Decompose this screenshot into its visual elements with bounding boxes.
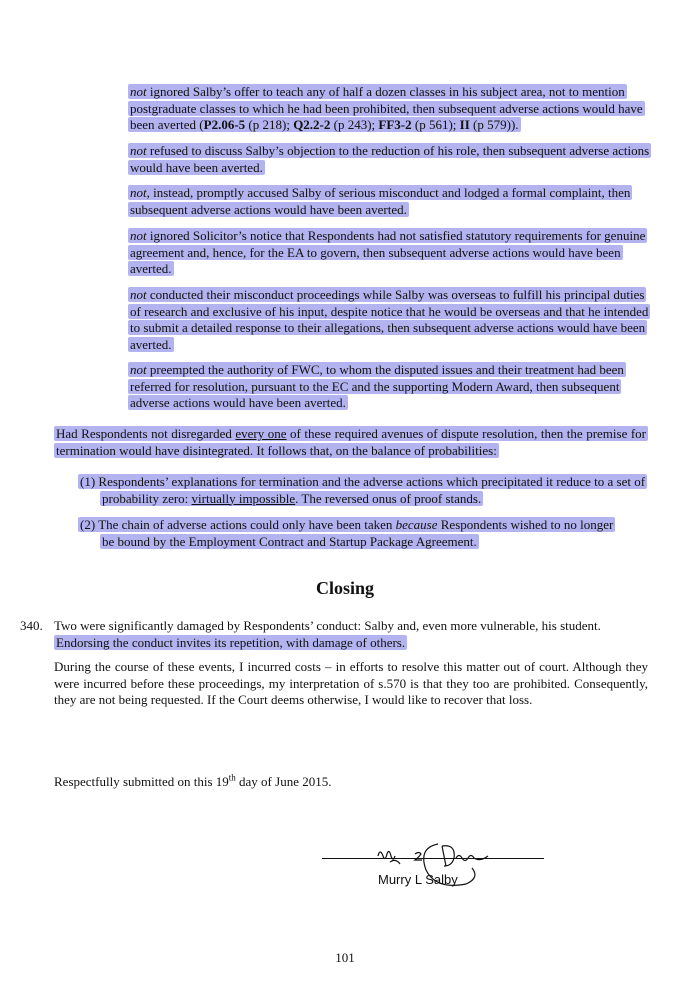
bullet-lead: not — [130, 287, 147, 302]
highlighted-sentence: Endorsing the conduct invites its repetition, with damage of others. — [56, 634, 406, 650]
bullet-lead: not — [130, 362, 147, 377]
bullet-lead: not — [130, 143, 147, 158]
page-number: 101 — [335, 950, 355, 965]
ref-link: FF3-2 — [378, 117, 412, 132]
ref-link: Q2.2-2 — [293, 117, 331, 132]
signature-line — [322, 858, 544, 859]
costs-paragraph: During the course of these events, I incurred costs – in efforts to resolve this matter out of court. Although they were incurred before these proceedings, my interpretation of s.570 is that they too are prohibited. Consequently, they are not being requested. If the Court deems otherwise, I would like to recover that loss. — [54, 659, 648, 707]
bullet-lead: not — [130, 84, 147, 99]
submitted-line: Respectfully submitted on this 19th day of June 2015. — [54, 772, 332, 789]
emphasis-underline: every one — [235, 426, 287, 441]
item-number: (1) — [80, 474, 96, 489]
ref-link: II — [459, 117, 470, 132]
bullet-2: not refused to discuss Salby’s objection to the reduction of his role, then subsequent adverse actions would have been averted. — [130, 143, 650, 175]
closing-heading: Closing — [315, 578, 375, 598]
bullet-6: not preempted the authority of FWC, to whom the disputed issues and their treatment had been referred for resolution, pursuant to the EC and the supporting Modern Award, then subsequent adverse actions would have been averted. — [130, 362, 624, 410]
numbered-item-2: (2) The chain of adverse actions could only have been taken because Respondents wished to no longer be bound by the Employment Contract and Startup Package Agreement. — [80, 517, 614, 549]
paragraph-340: Two were significantly damaged by Respondents’ conduct: Salby and, even more vulnerable, his student. Endorsing the conduct invites its repetition, with damage of others. — [54, 618, 601, 650]
numbered-item-1: (1) Respondents’ explanations for termination and the adverse actions which precipitated it reduce to a set of probability zero: virtually impossible. The reversed onus of proof stands. — [80, 474, 646, 506]
emphasis-italic: because — [395, 517, 438, 532]
bullet-5: not conducted their misconduct proceedings while Salby was overseas to fulfill his principal duties of research and exclusive of his input, despite notice that he would be overseas and that he intended to submit a detailed response to their allegations, then subsequent adverse actions would have been averted. — [130, 287, 649, 352]
bullet-1: not ignored Salby’s offer to teach any of half a dozen classes in his subject area, not to mention postgraduate classes to which he had been prohibited, then subsequent adverse actions would have been averted (P2.06-5 (p 218); Q2.2-2 (p 243); FF3-2 (p 561); II (p 579)). — [130, 84, 643, 132]
ref-link: P2.06-5 — [203, 117, 246, 132]
bullet-lead: not — [130, 185, 147, 200]
signatory-name: Murry L Salby — [378, 872, 458, 887]
paragraph-number: 340. — [20, 618, 43, 633]
item-number: (2) — [80, 517, 96, 532]
summary-paragraph: Had Respondents not disregarded every one of these required avenues of dispute resolution, then the premise for termination would have disintegrated. It follows that, on the balance of probabilities: — [56, 426, 647, 458]
bullet-3: not, instead, promptly accused Salby of serious misconduct and lodged a formal complaint, then subsequent adverse actions would have been averted. — [130, 185, 631, 217]
bullet-4: not ignored Solicitor’s notice that Respondents had not satisfied statutory requirements for genuine agreement and, hence, for the EA to govern, then subsequent adverse actions would have been averted. — [130, 228, 646, 276]
emphasis-underline: virtually impossible — [191, 490, 296, 506]
bullet-lead: not — [130, 228, 147, 243]
